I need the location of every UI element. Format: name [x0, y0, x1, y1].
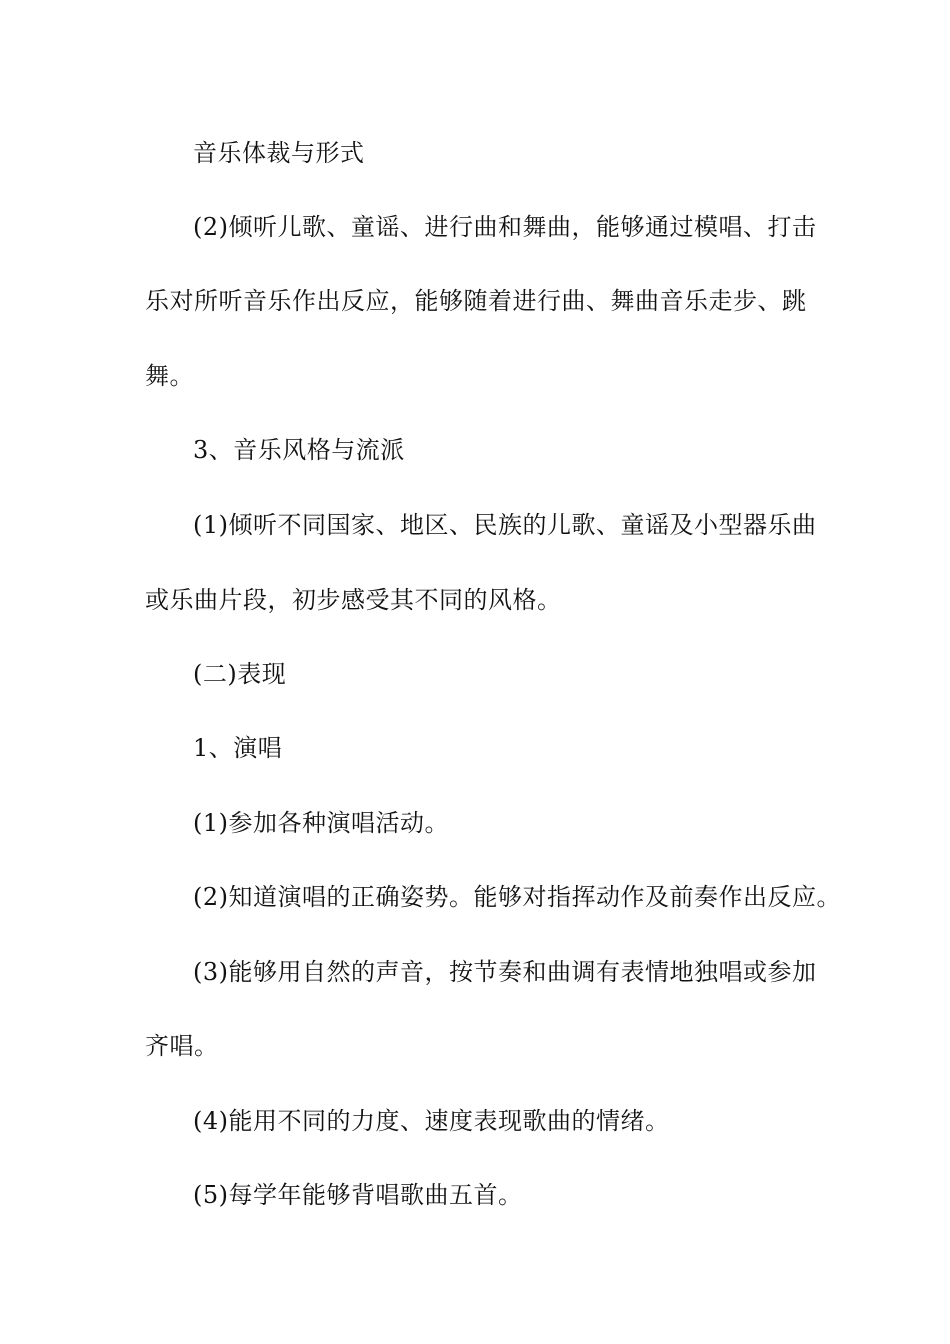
paragraph-line: 齐唱。	[145, 1032, 219, 1060]
paragraph-line: (5)每学年能够背唱歌曲五首。	[193, 1181, 523, 1209]
section-heading-genre-form: 音乐体裁与形式	[193, 139, 365, 167]
paragraph-line: 乐对所听音乐作出反应，能够随着进行曲、舞曲音乐走步、跳	[145, 287, 807, 315]
section-heading-singing: 1、演唱	[193, 734, 283, 762]
paragraph-line: (3)能够用自然的声音，按节奏和曲调有表情地独唱或参加	[193, 958, 817, 986]
paragraph-line: 或乐曲片段，初步感受其不同的风格。	[145, 586, 562, 614]
paragraph-line: (2)知道演唱的正确姿势。能够对指挥动作及前奏作出反应。	[193, 883, 841, 911]
paragraph-line: (1)倾听不同国家、地区、民族的儿歌、童谣及小型器乐曲	[193, 511, 817, 539]
section-heading-performance: (二)表现	[193, 660, 287, 688]
paragraph-line: (4)能用不同的力度、速度表现歌曲的情绪。	[193, 1107, 670, 1135]
section-heading-style-school: 3、音乐风格与流派	[193, 436, 405, 464]
paragraph-line: 舞。	[145, 362, 194, 390]
paragraph-line: (1)参加各种演唱活动。	[193, 809, 449, 837]
paragraph-line: (2)倾听儿歌、童谣、进行曲和舞曲，能够通过模唱、打击	[193, 213, 817, 241]
